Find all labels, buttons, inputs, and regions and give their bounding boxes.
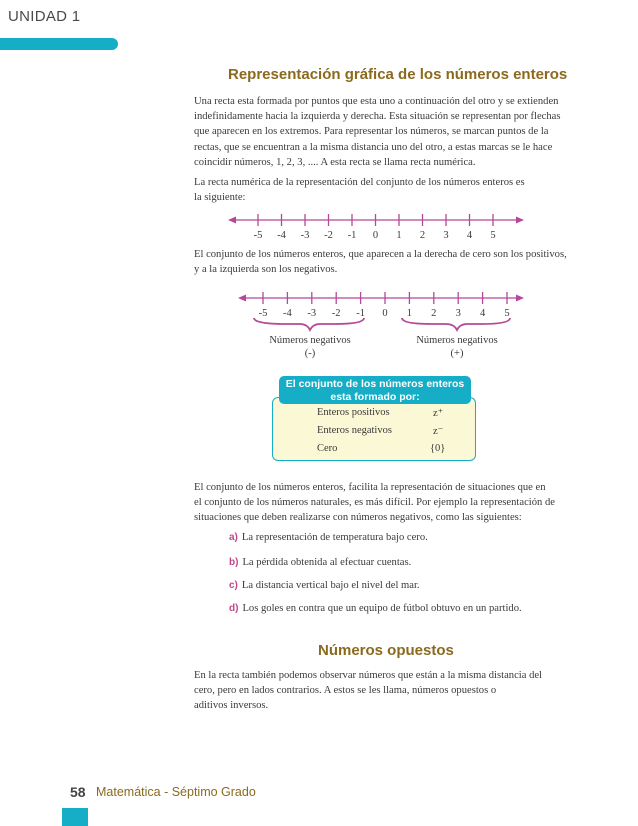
tick-label: -1 — [356, 308, 365, 319]
tick-label: 0 — [372, 230, 379, 241]
text-line: Una recta esta formada por puntos que esta uno a continuación del otro y se extienden — [194, 96, 559, 107]
book-title: Matemática - Séptimo Grado — [96, 785, 256, 799]
text-line: cero, pero en lados contrarios. A estos se les llama, números opuestos o — [194, 685, 497, 697]
text-line: rectas, que se encuentran a la misma distancia uno del otro, a estas marcas se le hace — [194, 141, 553, 153]
tick-label: 3 — [455, 308, 461, 319]
text-line: En la recta también podemos observar números que están a la misma distancia del — [194, 670, 543, 681]
tick-label: -2 — [324, 230, 333, 241]
integers-box-header — [279, 376, 471, 404]
text-line: el conjunto de los números naturales, es más difícil. Por ejemplo la representación de — [194, 497, 555, 509]
list-item-text: La pérdida obtenida al efectuar cuentas. — [242, 557, 412, 568]
text-line: El conjunto de los números enteros, que aparecen a la derecha de cero son los positivos, — [194, 249, 567, 260]
brace-positive-sign: (+) — [450, 348, 464, 359]
paragraph-opposites — [194, 668, 576, 714]
tick-label: 2 — [419, 230, 426, 241]
list-item — [229, 603, 522, 614]
list-item-text: La distancia vertical bajo el nivel del mar. — [241, 580, 420, 591]
unit-label: UNIDAD 1 — [8, 8, 81, 25]
tick-label: 3 — [443, 230, 449, 241]
text-line: indefinidamente hacia la izquierda y derecha. Esta situación se representan por flechas — [194, 111, 561, 123]
list-item-letter: d) — [229, 603, 239, 614]
arrow-left-icon — [228, 217, 236, 224]
brace-positive-label: Números negativos — [416, 335, 498, 346]
text-line: aditivos inversos. — [194, 700, 269, 712]
tick-label: 1 — [406, 308, 413, 319]
list-item — [229, 532, 428, 543]
box-row-name: Cero — [317, 443, 338, 454]
tick-label: 4 — [479, 308, 486, 319]
list-item-letter: b) — [229, 557, 239, 568]
list-item-letter: a) — [229, 532, 238, 543]
box-header-line: El conjunto de los números enteros — [285, 378, 465, 390]
tick-label: 2 — [431, 308, 437, 319]
box-row-name: Enteros negativos — [317, 425, 392, 436]
arrow-right-icon — [516, 295, 524, 302]
tick-label: -3 — [307, 308, 317, 319]
section-title: Números opuestos — [318, 642, 454, 659]
tick-label: 0 — [382, 308, 388, 319]
arrow-right-icon — [516, 217, 524, 224]
list-item — [229, 580, 420, 591]
brace-positive — [402, 318, 510, 330]
box-row-symbol: z⁻ — [433, 426, 444, 437]
tick-label: -2 — [331, 308, 341, 319]
tick-label: 4 — [466, 230, 473, 241]
text-line: situaciones que deben realizarse con números negativos, como las siguientes: — [194, 512, 522, 524]
tick-label: -3 — [300, 230, 310, 241]
box-row-symbol: {0} — [430, 443, 446, 454]
text-line: que aparecen en los extremos. Para representar los números, se marcan puntos de la — [194, 126, 549, 138]
tick-label: -4 — [277, 230, 286, 241]
text-line: coincidir números, 1, 2, 3, .... A esta recta se llama recta numérica. — [194, 156, 476, 168]
text-line: La recta numérica de la representación del conjunto de los números enteros es — [194, 177, 525, 188]
list-item-letter: c) — [229, 580, 238, 591]
tick-label: -5 — [258, 308, 268, 319]
tick-label: 1 — [396, 230, 402, 241]
integers-box — [272, 397, 476, 461]
page-number: 58 — [70, 784, 86, 800]
tick-label: 5 — [504, 308, 510, 319]
tick-label: -5 — [253, 230, 263, 241]
section-title: Representación gráfica de los números enteros — [228, 66, 568, 83]
text-line: la siguiente: — [194, 192, 246, 204]
paragraph-numberline — [194, 175, 576, 205]
paragraph-intro — [194, 94, 576, 170]
list-item-text: La representación de temperatura bajo cero. — [241, 532, 428, 543]
arrow-left-icon — [238, 295, 246, 302]
number-line-2 — [236, 286, 526, 366]
brace-negative — [254, 318, 364, 330]
brace-negative-label: Números negativos — [269, 335, 351, 346]
unit-accent-bar — [0, 38, 118, 50]
paragraph-situations — [194, 480, 576, 526]
text-line: y a la izquierda son los negativos. — [194, 264, 338, 276]
list-item — [229, 557, 411, 568]
number-line-1 — [226, 208, 526, 244]
text-line: El conjunto de los números enteros, facilita la representación de situaciones que en — [194, 482, 546, 493]
tick-label: -1 — [347, 230, 357, 241]
footer-accent-box — [62, 808, 88, 826]
tick-label: -4 — [283, 308, 292, 319]
box-header-line: esta formado por: — [330, 391, 420, 403]
paragraph-signs — [194, 247, 576, 277]
box-row-symbol: z⁺ — [433, 408, 444, 419]
tick-label: 5 — [490, 230, 496, 241]
list-item-text: Los goles en contra que un equipo de fútbol obtuvo en un partido. — [242, 603, 522, 614]
brace-negative-sign: (-) — [304, 348, 316, 359]
box-row-name: Enteros positivos — [317, 407, 390, 418]
